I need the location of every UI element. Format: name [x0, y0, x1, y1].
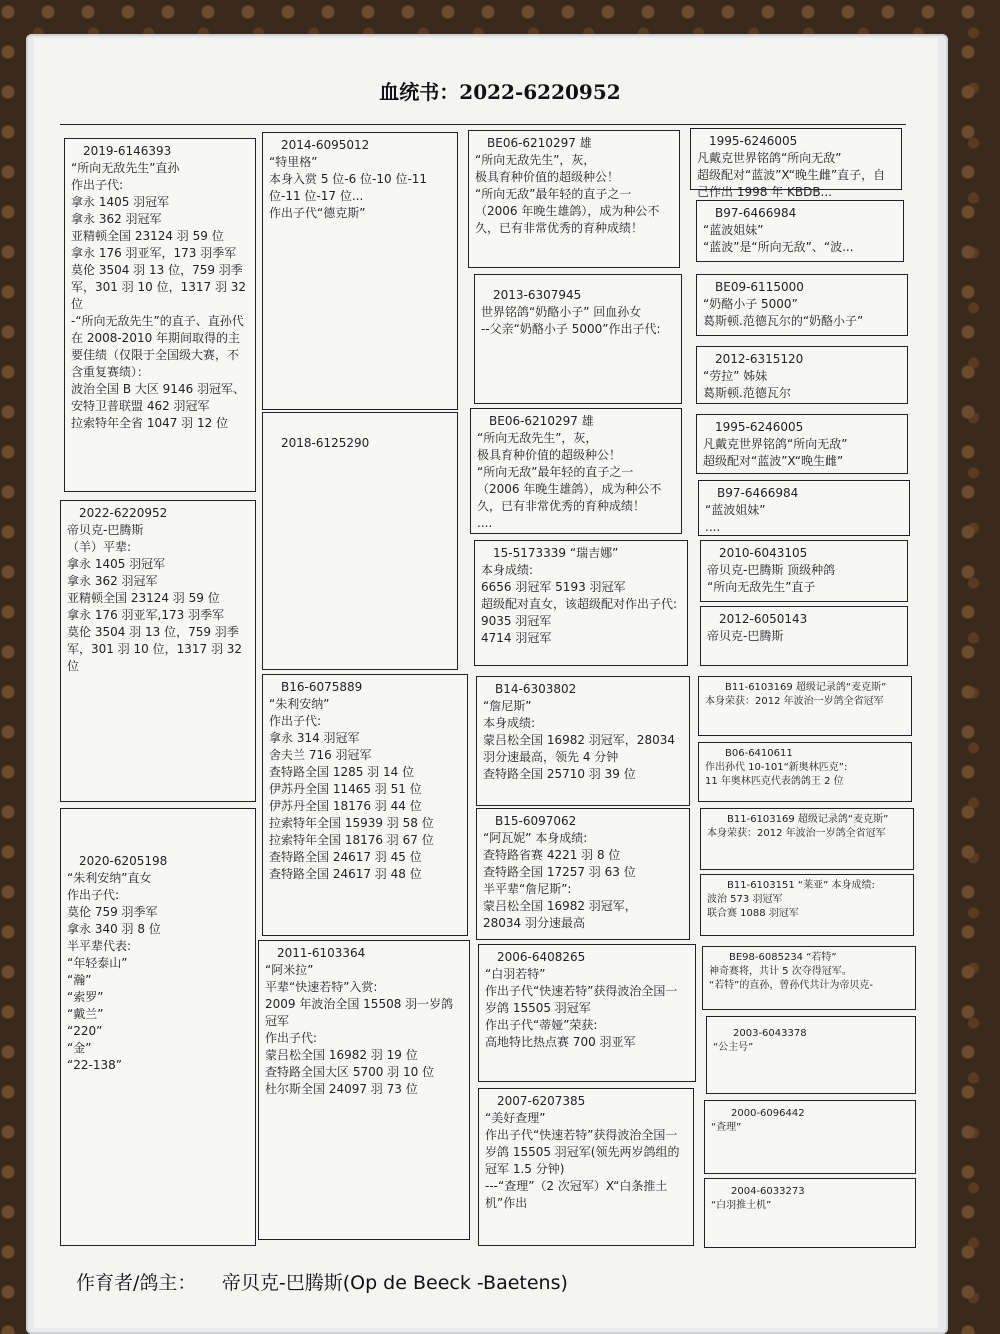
pedigree-text-line: 舍夫兰 716 羽冠军 [269, 748, 372, 762]
pedigree-text-line: 11 年奥林匹克代表鸽鸽王 2 位 [705, 776, 844, 787]
pedigree-text-line: “查理” [711, 1122, 742, 1133]
pedigree-text-line: 蒙吕松全国 16982 羽冠军，28034 羽分速最高，领先 4 分钟 [483, 733, 679, 764]
ss-sire-box [468, 130, 680, 268]
g4-box-13 [702, 946, 916, 1010]
pedigree-text-line: 波治 573 羽冠军 [707, 894, 783, 905]
g4-box-6 [698, 480, 910, 536]
g4-box-9 [698, 676, 912, 736]
ring-number: 2003-6043378 [733, 1028, 807, 1039]
pedigree-text-line: 9035 羽冠军 [481, 614, 552, 628]
pedigree-text-line: 查特路全国 24617 羽 48 位 [269, 867, 422, 881]
ring-number: B11-6103169 超级记录鸽“麦克斯” [727, 814, 889, 825]
pedigree-text-line: 查特路全国 1285 羽 14 位 [269, 765, 415, 779]
ring-number: 1995-6246005 [709, 134, 798, 148]
pedigree-text-line: 作出子代: [269, 714, 322, 728]
ring-number: 2000-6096442 [731, 1108, 805, 1119]
pedigree-text-line: -“所向无敌先生”的直子、直孙代在 2008-2010 年期间取得的主要佳绩（仅限于全国级大赛，不含重复赛绩）： [71, 314, 244, 379]
ss-dam-box [474, 274, 682, 404]
pedigree-text-line: 作出子代“快速若特”获得波治全国一岁鸽 15505 羽冠军 [485, 984, 678, 1015]
pedigree-text-line: “美好查理” [485, 1111, 546, 1125]
pedigree-text-line: 查特路全国大区 5700 羽 10 位 [265, 1065, 435, 1079]
pedigree-text-line: 查特路全国 25710 羽 39 位 [483, 767, 636, 781]
ring-number: 2018-6125290 [281, 436, 370, 450]
pedigree-text-line: 查特路全国 17257 羽 63 位 [483, 865, 636, 879]
ring-number: BE06-6210297 雄 [487, 136, 592, 150]
ring-number: 2020-6205198 [79, 854, 168, 868]
ring-number: B11-6103169 超级记录鸽“麦克斯” [725, 682, 887, 693]
pedigree-text-line: 28034 羽分速最高 [483, 916, 585, 930]
g4-box-12 [700, 874, 914, 936]
ds-dam-box [476, 808, 690, 940]
pedigree-text-line: 超级配对“蓝波”X“晚生雌”直子，自己作出 1998 年 KBDB... [697, 168, 886, 199]
pedigree-text-line: 伊苏丹全国 11465 羽 51 位 [269, 782, 422, 796]
pedigree-text-line: 本身成绩: [481, 563, 534, 577]
g4-box-10 [698, 742, 912, 802]
pedigree-text-line: 葛斯顿.范德瓦尔 [703, 386, 791, 400]
pedigree-text-line: 拿永 1405 羽冠军 [71, 195, 170, 209]
g4-box-11 [700, 808, 914, 870]
pedigree-text-line: 4714 羽冠军 [481, 631, 552, 645]
pedigree-text-line: 本身成绩: [483, 716, 536, 730]
ring-number: 2007-6207385 [497, 1094, 586, 1108]
pedigree-text-line: 杜尔斯全国 24097 羽 73 位 [265, 1082, 418, 1096]
pedigree-text-line: “220” [67, 1024, 103, 1038]
pedigree-text-line: “戴兰” [67, 1007, 104, 1021]
pedigree-text-line: 极具育种价值的超级种公！ [475, 170, 620, 184]
pedigree-text-line: 世界铭鸽“奶酪小子” 回血孙女 [481, 305, 642, 319]
pedigree-text-line: “22-138” [67, 1058, 122, 1072]
pedigree-text-line: “劳拉” 姊妹 [703, 369, 768, 383]
ring-number: B15-6097062 [495, 814, 577, 828]
sire-sire-box [262, 132, 458, 410]
ring-number: 2013-6307945 [493, 288, 582, 302]
pedigree-text-line: “白羽若特” [485, 967, 546, 981]
pedigree-text-line: --父亲“奶酪小子 5000”作出子代: [481, 322, 661, 336]
pedigree-text-line: 作出子代“德克斯” [269, 206, 366, 220]
pedigree-text-line: 拉索特年全国 18176 羽 67 位 [269, 833, 434, 847]
pedigree-text-line: 蒙吕松全国 16982 羽冠军， [483, 899, 637, 913]
pedigree-text-line: 联合赛 1088 羽冠军 [707, 908, 799, 919]
pedigree-text-line: 拿永 362 羽冠军 [67, 574, 158, 588]
pedigree-text-line: “蓝波”是“所向无敌”、“波... [703, 240, 854, 254]
pedigree-text-line: （羊）平辈: [67, 540, 132, 554]
breeder-name: 帝贝克-巴腾斯(Op de Beeck -Baetens) [221, 1272, 568, 1294]
pedigree-title: 血统书：2022-6220952 [379, 80, 621, 104]
dam-dam-box [258, 940, 470, 1240]
ring-number: B11-6103151 “莱亚” 本身成绩: [727, 880, 875, 891]
pedigree-text-line: 本身入赏 5 位-6 位-10 位-11 位-11 位-17 位... [269, 172, 431, 203]
pedigree-text-line: “白羽推土机” [711, 1200, 772, 1211]
ring-number: B14-6303802 [495, 682, 577, 696]
pedigree-text-line: “瀚” [67, 973, 92, 987]
pedigree-text-line: 帝贝克-巴腾斯 [67, 523, 144, 537]
ring-number: B97-6466984 [717, 486, 799, 500]
g4-box-1 [690, 128, 902, 199]
pedigree-text-line: “索罗” [67, 990, 104, 1004]
pedigree-text-line: 作出孙代 10-101“新奥林匹克”: [705, 762, 848, 773]
pedigree-text-line: 帝贝克-巴腾斯 [707, 629, 784, 643]
pedigree-text-line: “特里格” [269, 155, 318, 169]
pedigree-text-line: 半平辈“詹尼斯”: [483, 882, 572, 896]
ring-number: 2014-6095012 [281, 138, 370, 152]
pedigree-text-line: 拉索特年全省 1047 羽 12 位 [71, 416, 229, 430]
pedigree-text-line: “所向无敌先生”直子 [707, 580, 816, 594]
pedigree-text-line: 2009 年波治全国 15508 羽一岁鸽冠军 [265, 997, 454, 1028]
ring-number: BE98-6085234 “若特” [729, 952, 837, 963]
pedigree-text-line: “阿瓦妮” 本身成绩: [483, 831, 588, 845]
pedigree-text-line: “公主号” [713, 1042, 754, 1053]
ring-number: 2019-6146393 [83, 144, 172, 158]
pedigree-text-line: 莫伦 3504 羽 13 位，759 羽季军，301 羽 10 位，1317 羽 32 位 [71, 263, 250, 311]
g4-box-8 [700, 606, 908, 666]
pedigree-text-line: 高地特比热点赛 700 羽亚军 [485, 1035, 636, 1049]
g4-box-4 [696, 346, 908, 404]
pedigree-text-line: 查特路省赛 4221 羽 8 位 [483, 848, 621, 862]
pedigree-text-line: 葛斯顿.范德瓦尔的“奶酪小子” [703, 314, 864, 328]
g4-box-7 [700, 540, 908, 602]
g4-box-3 [696, 274, 908, 336]
g4-box-15 [704, 1100, 916, 1174]
dam-box [60, 808, 256, 1246]
pedigree-text-line: 莫伦 759 羽季军 [67, 905, 158, 919]
breeder-line [76, 1268, 568, 1295]
ring-number: 15-5173339 “瑞吉娜” [493, 546, 619, 560]
ring-number: 2012-6315120 [715, 352, 804, 366]
dam-sire-box [262, 674, 468, 936]
ds-sire-box [476, 676, 690, 806]
ring-number: B06-6410611 [725, 748, 793, 759]
pedigree-text-line: “朱利安纳”直女 [67, 871, 152, 885]
pedigree-text-line: 半平辈代表: [67, 939, 132, 953]
ring-number: 2010-6043105 [719, 546, 808, 560]
pedigree-text-line: 拿永 314 羽冠军 [269, 731, 360, 745]
pedigree-text-line: 拿永 340 羽 8 位 [67, 922, 161, 936]
pedigree-text-line: 凡戴克世界铭鸽“所向无敌” [697, 151, 842, 165]
pedigree-text-line: 拉索特年全国 15939 羽 58 位 [269, 816, 434, 830]
g4-box-2 [696, 200, 904, 262]
pedigree-text-line: “阿米拉” [265, 963, 314, 977]
ring-number: B97-6466984 [715, 206, 797, 220]
pedigree-text-line: 帝贝克-巴腾斯 顶级种鸽 [707, 563, 836, 577]
pedigree-text-line: 伊苏丹全国 18176 羽 44 位 [269, 799, 422, 813]
pedigree-text-line: 本身荣获：2012 年波治一岁鸽全省冠军 [707, 828, 886, 839]
pedigree-text-line: 极具育种价值的超级种公！ [477, 448, 622, 462]
pedigree-text-line: 作出子代: [71, 178, 124, 192]
pedigree-text-line: 拿永 1405 羽冠军 [67, 557, 166, 571]
dd-dam-box [478, 1088, 694, 1246]
title-rule [60, 124, 906, 125]
pedigree-text-line: 波治全国 B 大区 9146 羽冠军、安特卫普联盟 462 羽冠军 [71, 382, 246, 413]
pedigree-text-line: ---“查理”（2 次冠军）X“白条推土机”作出 [485, 1179, 668, 1210]
pedigree-text-line: “年轻泰山” [67, 956, 128, 970]
ring-number: 2011-6103364 [277, 946, 366, 960]
g4-box-16 [704, 1178, 916, 1248]
sire-box [64, 138, 256, 492]
sd-sire-box [470, 408, 682, 534]
pedigree-text-line: “所向无敌先生”，灰， [477, 431, 598, 445]
g4-box-5 [696, 414, 908, 474]
ring-number: 1995-6246005 [715, 420, 804, 434]
ring-number: BE06-6210297 雄 [489, 414, 594, 428]
pedigree-text-line: .... [705, 520, 721, 534]
subject-box [60, 500, 256, 802]
pedigree-text-line: 拿永 176 羽亚军,173 羽季军 [67, 608, 225, 622]
pedigree-text-line: 超级配对直女，该超级配对作出子代: [481, 597, 678, 611]
pedigree-text-line: “蓝波姐妹” [705, 503, 766, 517]
pedigree-text-line: “若特”的直孙，曾孙代共计为帝贝克- [709, 980, 873, 991]
g4-box-14 [706, 1016, 916, 1094]
sd-dam-box [474, 540, 688, 666]
pedigree-text-line: 作出子代: [67, 888, 120, 902]
pedigree-text-line: 莫伦 3504 羽 13 位，759 羽季军，301 羽 10 位，1317 羽 32 位 [67, 625, 246, 673]
pedigree-text-line: 超级配对“蓝波”X“晚生雌” [703, 454, 844, 468]
pedigree-text-line: 蒙吕松全国 16982 羽 19 位 [265, 1048, 418, 1062]
ring-number: 2004-6033273 [731, 1186, 805, 1197]
pedigree-text-line: 作出子代“蒂娅”荣获: [485, 1018, 598, 1032]
ring-number: 2012-6050143 [719, 612, 808, 626]
pedigree-text-line: 查特路全国 24617 羽 45 位 [269, 850, 422, 864]
ring-number: 2022-6220952 [79, 506, 168, 520]
pedigree-text-line: “奶酪小子 5000” [703, 297, 798, 311]
pedigree-text-line: “所向无敌先生”直孙 [71, 161, 180, 175]
sire-dam-box [262, 412, 458, 670]
pedigree-text-line: .... [477, 516, 493, 530]
pedigree-text-line: “蓝波姐妹” [703, 223, 764, 237]
pedigree-text-line: 亚精顿全国 23124 羽 59 位 [71, 229, 224, 243]
pedigree-text-line: 亚精顿全国 23124 羽 59 位 [67, 591, 220, 605]
pedigree-text-line: “所向无敌先生”，灰， [475, 153, 596, 167]
pedigree-text-line: 拿永 176 羽亚军，173 羽季军 [71, 246, 237, 260]
pedigree-text-line: 6656 羽冠军 5193 羽冠军 [481, 580, 626, 594]
ring-number: BE09-6115000 [715, 280, 804, 294]
pedigree-text-line: 本身荣获：2012 年波治一岁鸽全省冠军 [705, 696, 884, 707]
ring-number: B16-6075889 [281, 680, 363, 694]
pedigree-text-line: 作出子代: [265, 1031, 318, 1045]
pedigree-text-line: “所向无敌”最年轻的直子之一（2006 年晚生雄鸽），成为种公不久，已有非常优秀的育种成绩！ [475, 187, 660, 235]
pedigree-text-line: 平辈“快速若特”入赏: [265, 980, 378, 994]
pedigree-text-line: 神奇赛将，共计 5 次夺得冠军。 [709, 966, 852, 977]
pedigree-text-line: “所向无敌”最年轻的直子之一（2006 年晚生雄鸽），成为种公不久，已有非常优秀的育种成绩！ [477, 465, 662, 513]
pedigree-text-line: 作出子代“快速若特”获得波治全国一岁鸽 15505 羽冠军(领先两岁鸽组的冠军 1.5 分钟) [485, 1128, 680, 1176]
breeder-label: 作育者/鸽主： [76, 1272, 197, 1294]
pedigree-text-line: 凡戴克世界铭鸽“所向无敌” [703, 437, 848, 451]
pedigree-text-line: “朱利安纳” [269, 697, 330, 711]
ring-number: 2006-6408265 [497, 950, 586, 964]
pedigree-text-line: 拿永 362 羽冠军 [71, 212, 162, 226]
pedigree-text-line: “金” [67, 1041, 92, 1055]
pedigree-text-line: “詹尼斯” [483, 699, 532, 713]
dd-sire-box [478, 944, 696, 1082]
